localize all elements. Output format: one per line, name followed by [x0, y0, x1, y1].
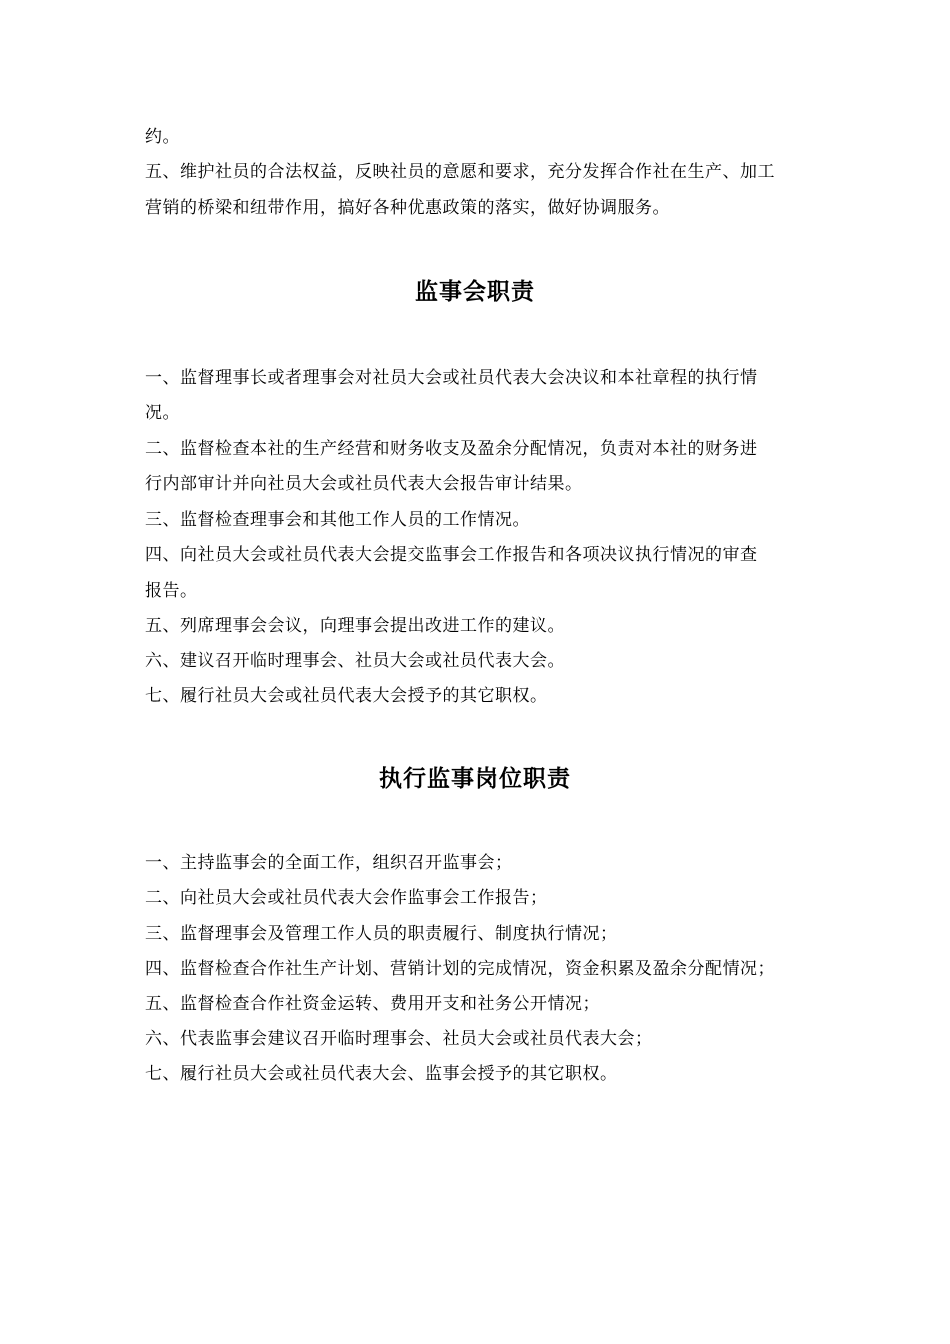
intro-line-3: 营销的桥梁和纽带作用，搞好各种优惠政策的落实，做好协调服务。 [145, 198, 670, 218]
supervisory-board-line-8: 五、列席理事会会议，向理事会提出改进工作的建议。 [145, 616, 565, 636]
intro-line-1: 约。 [145, 127, 180, 147]
supervisory-board-line-4: 行内部审计并向社员大会或社员代表大会报告审计结果。 [145, 474, 583, 494]
executive-supervisor-title: 执行监事岗位职责 [379, 766, 571, 792]
supervisory-board-line-9: 六、建议召开临时理事会、社员大会或社员代表大会。 [145, 651, 565, 671]
supervisory-board-line-3: 二、监督检查本社的生产经营和财务收支及盈余分配情况，负责对本社的财务进 [145, 439, 758, 459]
supervisory-board-line-1: 一、监督理事长或者理事会对社员大会或社员代表大会决议和本社章程的执行情 [145, 368, 758, 388]
executive-supervisor-line-4: 四、监督检查合作社生产计划、营销计划的完成情况，资金积累及盈余分配情况； [145, 959, 775, 979]
supervisory-board-line-6: 四、向社员大会或社员代表大会提交监事会工作报告和各项决议执行情况的审查 [145, 545, 758, 565]
executive-supervisor-line-2: 二、向社员大会或社员代表大会作监事会工作报告； [145, 888, 548, 908]
supervisory-board-line-10: 七、履行社员大会或社员代表大会授予的其它职权。 [145, 686, 548, 706]
executive-supervisor-line-5: 五、监督检查合作社资金运转、费用开支和社务公开情况； [145, 994, 600, 1014]
supervisory-board-title: 监事会职责 [415, 279, 535, 305]
executive-supervisor-line-1: 一、主持监事会的全面工作，组织召开监事会； [145, 853, 513, 873]
executive-supervisor-line-3: 三、监督理事会及管理工作人员的职责履行、制度执行情况； [145, 924, 618, 944]
supervisory-board-line-7: 报告。 [145, 581, 198, 601]
executive-supervisor-line-6: 六、代表监事会建议召开临时理事会、社员大会或社员代表大会； [145, 1029, 653, 1049]
supervisory-board-line-2: 况。 [145, 403, 180, 423]
intro-line-2: 五、维护社员的合法权益，反映社员的意愿和要求，充分发挥合作社在生产、加工 [145, 162, 775, 182]
executive-supervisor-line-7: 七、履行社员大会或社员代表大会、监事会授予的其它职权。 [145, 1064, 618, 1084]
supervisory-board-line-5: 三、监督检查理事会和其他工作人员的工作情况。 [145, 510, 530, 530]
